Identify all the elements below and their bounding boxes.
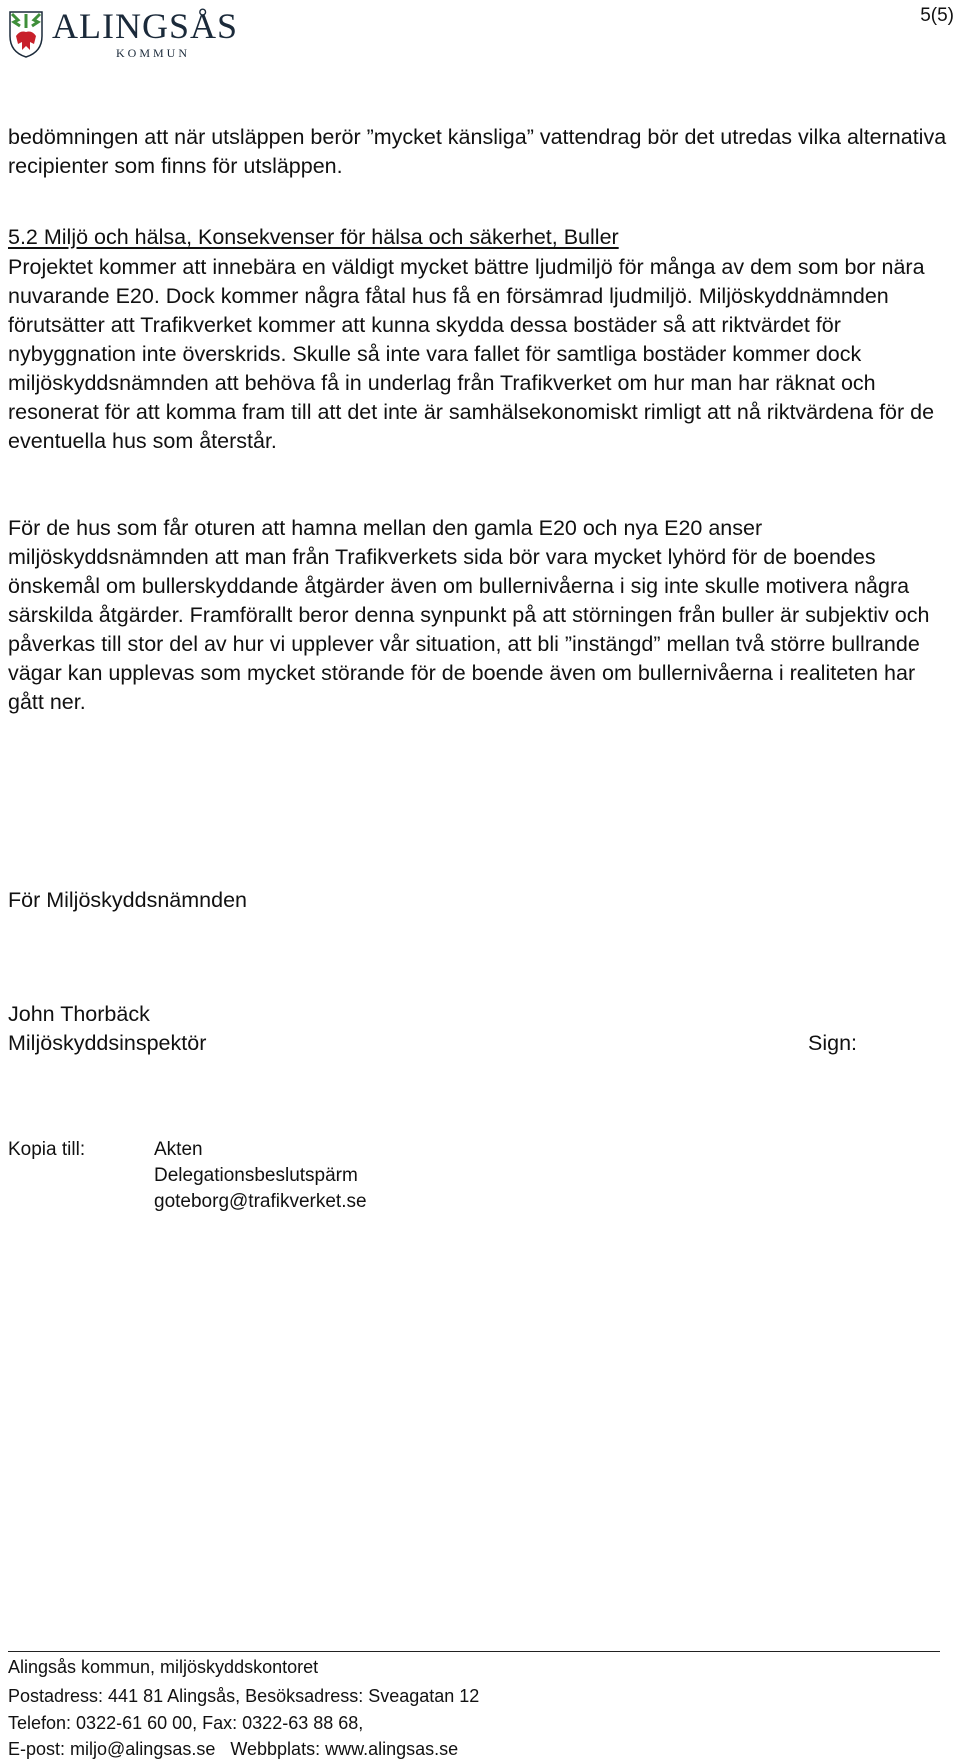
footer-contact: E-post: miljo@alingsas.se Webbplats: www.alingsas.se xyxy=(8,1739,459,1759)
footer-address: Postadress: 441 81 Alingsås, Besöksadress: Sveagatan 12 xyxy=(8,1686,480,1706)
intro-paragraph: bedömningen att när utsläppen berör ”mycket känsliga” vattendrag bör det utredas vilka alternativa recipienter som finns för utsläppen. xyxy=(8,125,947,178)
copy-recipient: Delegationsbeslutspärm xyxy=(154,1165,358,1186)
section-paragraph-1: Projektet kommer att innebära en väldigt mycket bättre ljudmiljö för många av dem som bor nära nuvarande E20. Dock kommer några fåtal hus få en försämrad ljudmiljö. Miljöskyddnämnden förutsätter att Trafikverket kommer att kunna skydda dessa bostäder så att riktvärdet för nybyggnation inte överskrids. Skulle så inte vara fallet för samtliga bostäder kommer dock miljöskyddsnämnden att behöva få in underlag från Trafikverket om hur man har räknat och resonerat för att komma fram till att det inte är samhälsekonomiskt rimligt att nå riktvärdena för de eventuella hus som återstår. xyxy=(8,255,935,453)
copy-recipient-email: goteborg@trafikverket.se xyxy=(154,1191,367,1212)
coat-of-arms-icon xyxy=(8,10,44,58)
section-paragraph-2: För de hus som får oturen att hamna mellan den gamla E20 och nya E20 anser miljöskyddsnämnden att man från Trafikverkets sida bör vara mycket lyhörd för de boendes önskemål om bullerskyddande åtgärder även om bullernivåerna i sig inte skulle motivera några särskilda åtgärder. Framförallt beror denna synpunkt på att störningen från buller är subjektiv och påverkas till stor del av hur vi upplever vår situation, att bli ”instängd” mellan två större bullrande vägar kan upplevas som mycket störande för de boende även om bullernivåerna i realiteten har gått ner. xyxy=(8,516,930,714)
footer-divider xyxy=(8,1651,940,1652)
logo-subtitle: KOMMUN xyxy=(116,46,191,60)
sign-label: Sign: xyxy=(808,1031,858,1055)
section-heading: 5.2 Miljö och hälsa, Konsekvenser för hälsa och säkerhet, Buller xyxy=(8,225,619,249)
signatory-title: Miljöskyddsinspektör xyxy=(8,1031,207,1055)
footer-phone: Telefon: 0322-61 60 00, Fax: 0322-63 88 68, xyxy=(8,1713,364,1733)
signatory-name: John Thorbäck xyxy=(8,1002,150,1026)
footer-organization: Alingsås kommun, miljöskyddskontoret xyxy=(8,1657,319,1677)
on-behalf-line: För Miljöskyddsnämnden xyxy=(8,888,247,912)
copies-label: Kopia till: xyxy=(8,1139,86,1160)
municipality-logo xyxy=(8,6,248,62)
page-number: 5(5) xyxy=(920,5,954,26)
logo-name: ALINGSÅS xyxy=(52,6,239,46)
copy-recipient: Akten xyxy=(154,1139,203,1160)
